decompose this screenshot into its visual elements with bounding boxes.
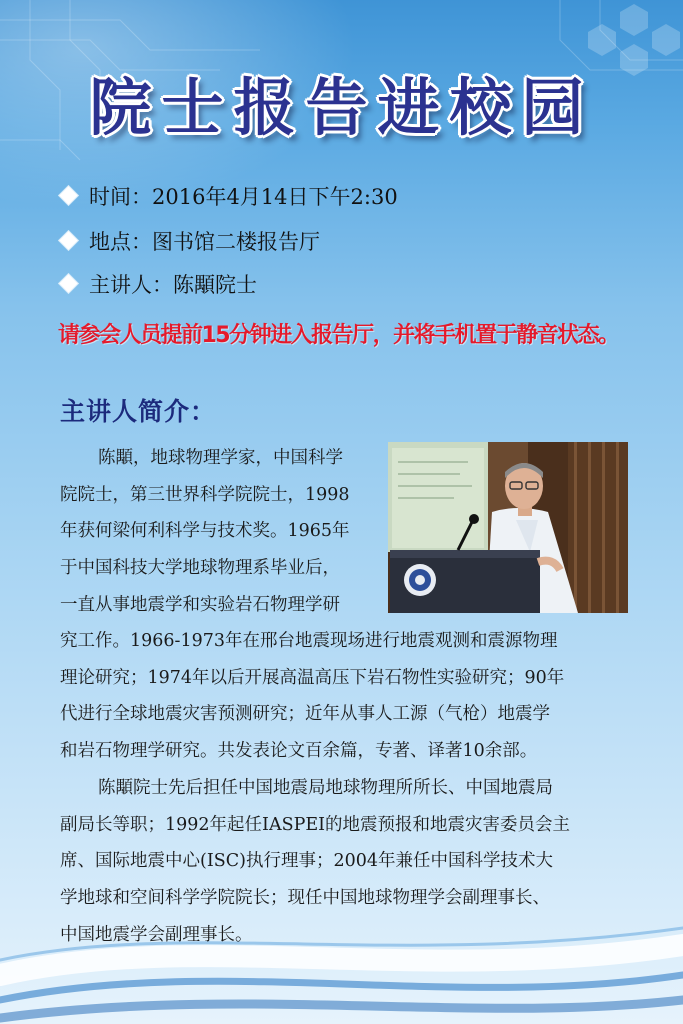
bio-line: 代进行全球地震灾害预测研究；近年从事人工源（气枪）地震学 bbox=[60, 704, 550, 725]
bio-line: 究工作。1966-1973年在邢台地震现场进行地震观测和震源物理 bbox=[60, 631, 558, 651]
bio-line: 和岩石物理学研究。共发表论文百余篇，专著、译著10余部。 bbox=[60, 741, 538, 762]
info-time bbox=[62, 181, 398, 211]
info-time-text: 时间：2016年4月14日下午2:30 bbox=[89, 185, 398, 209]
bio-line: 于中国科技大学地球物理系毕业后， bbox=[60, 558, 340, 579]
bio-line: 理论研究；1974年以后开展高温高压下岩石物性实验研究；90年 bbox=[60, 667, 565, 688]
diamond-bullet-icon bbox=[59, 186, 77, 204]
bio-line: 陈顒，地球物理学家，中国科学 bbox=[98, 448, 343, 468]
info-location-text: 地点：图书馆二楼报告厅 bbox=[89, 230, 320, 254]
diamond-bullet-icon bbox=[59, 231, 77, 249]
info-speaker bbox=[62, 269, 257, 299]
bio-paragraph-upper bbox=[60, 440, 382, 624]
bio-line: 年获何梁何利科学与技术奖。1965年 bbox=[60, 521, 350, 542]
info-location bbox=[62, 226, 320, 256]
poster-title: 院士报告进校园 bbox=[89, 71, 594, 144]
bio-line: 中国地震学会副理事长。 bbox=[60, 924, 253, 945]
bio-heading: 主讲人简介： bbox=[60, 397, 217, 426]
bio-line: 副局长等职；1992年起任IASPEI的地震预报和地震灾害委员会主 bbox=[60, 814, 571, 835]
bio-line: 院院士，第三世界科学院院士，1998 bbox=[60, 484, 350, 505]
bio-line: 席、国际地震中心(ISC)执行理事；2004年兼任中国科学技术大 bbox=[60, 851, 553, 872]
attendance-notice: 请参会人员提前15分钟进入报告厅，并将手机置于静音状态。 bbox=[58, 323, 619, 348]
bio-line: 学地球和空间科学学院院长；现任中国地球物理学会副理事长、 bbox=[60, 887, 550, 908]
info-speaker-text: 主讲人：陈顒院士 bbox=[89, 273, 257, 297]
bio-paragraph-lower bbox=[60, 623, 632, 953]
diamond-bullet-icon bbox=[59, 274, 77, 292]
speaker-photo bbox=[388, 442, 628, 613]
bio-line: 陈顒院士先后担任中国地震局地球物理所所长、中国地震局 bbox=[98, 777, 553, 798]
bio-line: 一直从事地震学和实验岩石物理学研 bbox=[60, 594, 340, 615]
